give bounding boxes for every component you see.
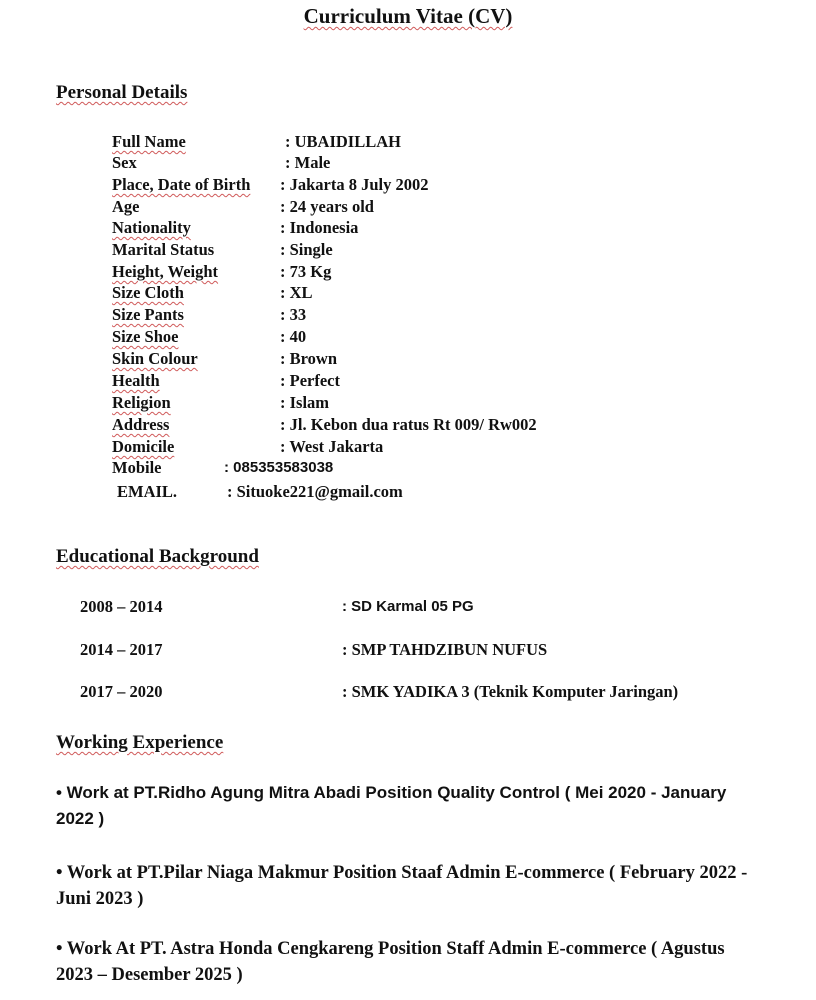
education-school: : SD Karmal 05 PG: [342, 598, 474, 615]
work-item: • Work At PT. Astra Honda Cengkareng Position Staff Admin E-commerce ( Agustus 2023 – Desember 2025 ): [56, 939, 725, 985]
personal-details-heading: Personal Details: [56, 82, 188, 103]
work-item: • Work at PT.Ridho Agung Mitra Abadi Position Quality Control ( Mei 2020 - January 2022 ): [56, 783, 727, 828]
education-years: 2008 – 2014: [80, 597, 163, 616]
work-heading: Working Experience: [56, 732, 224, 753]
work-item: • Work at PT.Pilar Niaga Makmur Position Staaf Admin E-commerce ( February 2022 - Juni 2023 ): [56, 863, 748, 909]
education-heading: Educational Background: [56, 546, 259, 567]
education-years: 2017 – 2020: [80, 682, 163, 701]
education-years: 2014 – 2017: [80, 640, 163, 659]
education-school: : SMP TAHDZIBUN NUFUS: [342, 640, 548, 659]
education-school: : SMK YADIKA 3 (Teknik Komputer Jaringan): [342, 682, 679, 701]
document-title: Curriculum Vitae (CV): [303, 4, 513, 28]
